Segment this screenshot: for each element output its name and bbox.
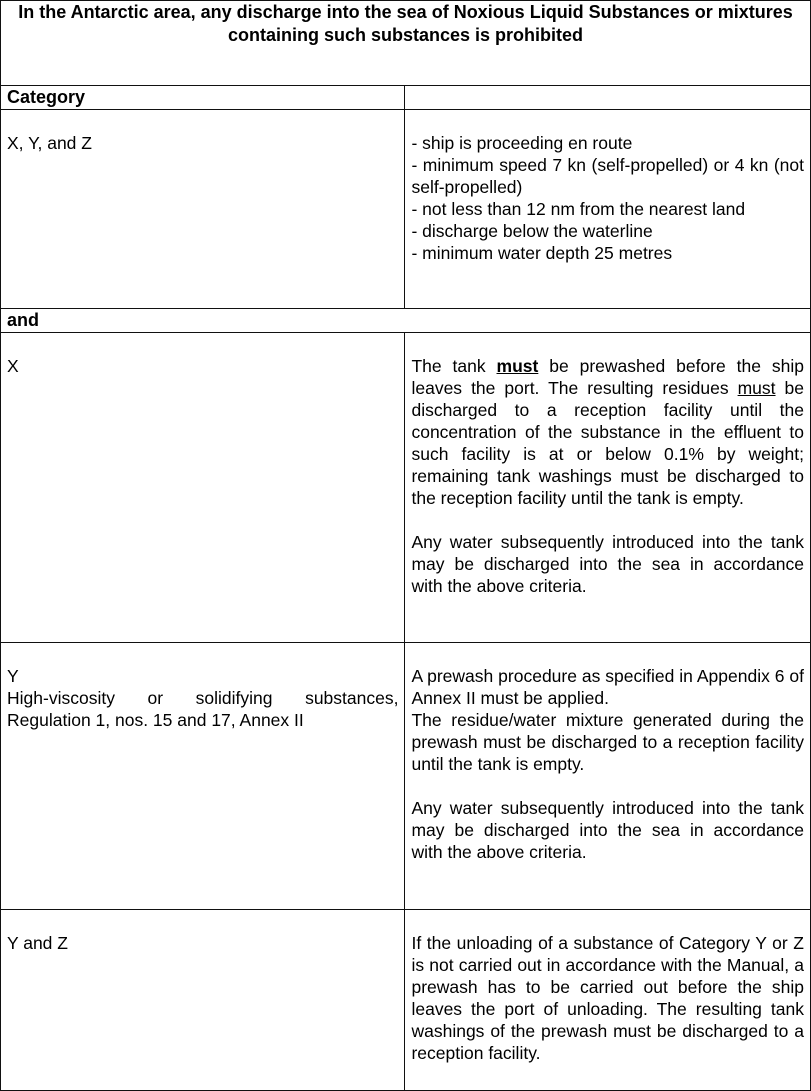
table-row-category-y: [1, 643, 811, 910]
paragraph-gap: [411, 509, 804, 531]
condition-item: - discharge below the waterline: [411, 221, 653, 241]
condition-item: - minimum speed 7 kn (self-propelled) or 4 kn (not self-propelled): [411, 155, 804, 197]
table-title: In the Antarctic area, any discharge into the sea of Noxious Liquid Substances or mixtures containing such substances is prohibited: [1, 1, 811, 86]
requirement-paragraph: The residue/water mixture generated during the prewash must be discharged to a reception facility until the tank is empty.: [411, 710, 804, 774]
requirements-cell: [405, 333, 811, 643]
emphasis-must-bold: must: [496, 356, 539, 376]
table-row-general: [1, 110, 811, 309]
category-cell: X: [1, 333, 405, 643]
table-row-category-x: [1, 333, 811, 643]
emphasis-must-underline: must: [737, 378, 776, 398]
category-cell: Y and Z: [1, 910, 405, 1091]
requirement-paragraph: If the unloading of a substance of Category Y or Z is not carried out in accordance with the Manual, a prewash has to be carried out before the ship leaves the port of unloading. The resulting tank washings of the prewash must be discharged to a reception facility.: [411, 933, 804, 1063]
title-row: [1, 1, 811, 86]
table-row-category-y-and-z: [1, 910, 811, 1091]
conditions-cell: [405, 110, 811, 309]
category-cell: X, Y, and Z: [1, 110, 405, 309]
requirements-cell: [405, 643, 811, 910]
category-cell: [1, 643, 405, 910]
requirement-paragraph: A prewash procedure as specified in Appendix 6 of Annex II must be applied.: [411, 666, 804, 708]
condition-item: - not less than 12 nm from the nearest land: [411, 199, 746, 219]
requirements-header: [405, 86, 811, 110]
paragraph-gap: [411, 775, 804, 797]
text-run: be prewashed before the ship leaves the port. The resulting residues: [411, 356, 804, 398]
requirements-cell: [405, 910, 811, 1091]
condition-item: - ship is proceeding en route: [411, 133, 633, 153]
requirement-paragraph: Any water subsequently introduced into the tank may be discharged into the sea in accordance with the above criteria.: [411, 532, 804, 596]
text-run: The tank: [411, 356, 497, 376]
text-run: be discharged to a reception facility until the concentration of the substance in the effluent to such facility is at or below 0.1% by weight; remaining tank washings must be discharged to the reception facility until the tank is empty.: [411, 378, 805, 508]
and-row: [1, 309, 811, 333]
requirement-paragraph: Any water subsequently introduced into the tank may be discharged into the sea in accordance with the above criteria.: [411, 798, 804, 862]
requirement-paragraph: [411, 355, 804, 509]
header-row: [1, 86, 811, 110]
category-detail: High-viscosity or solidifying substances, Regulation 1, nos. 15 and 17, Annex II: [7, 688, 399, 730]
and-label: and: [1, 309, 811, 333]
category-header: Category: [1, 86, 405, 110]
condition-item: - minimum water depth 25 metres: [411, 243, 673, 263]
category-code: Y: [7, 666, 19, 686]
